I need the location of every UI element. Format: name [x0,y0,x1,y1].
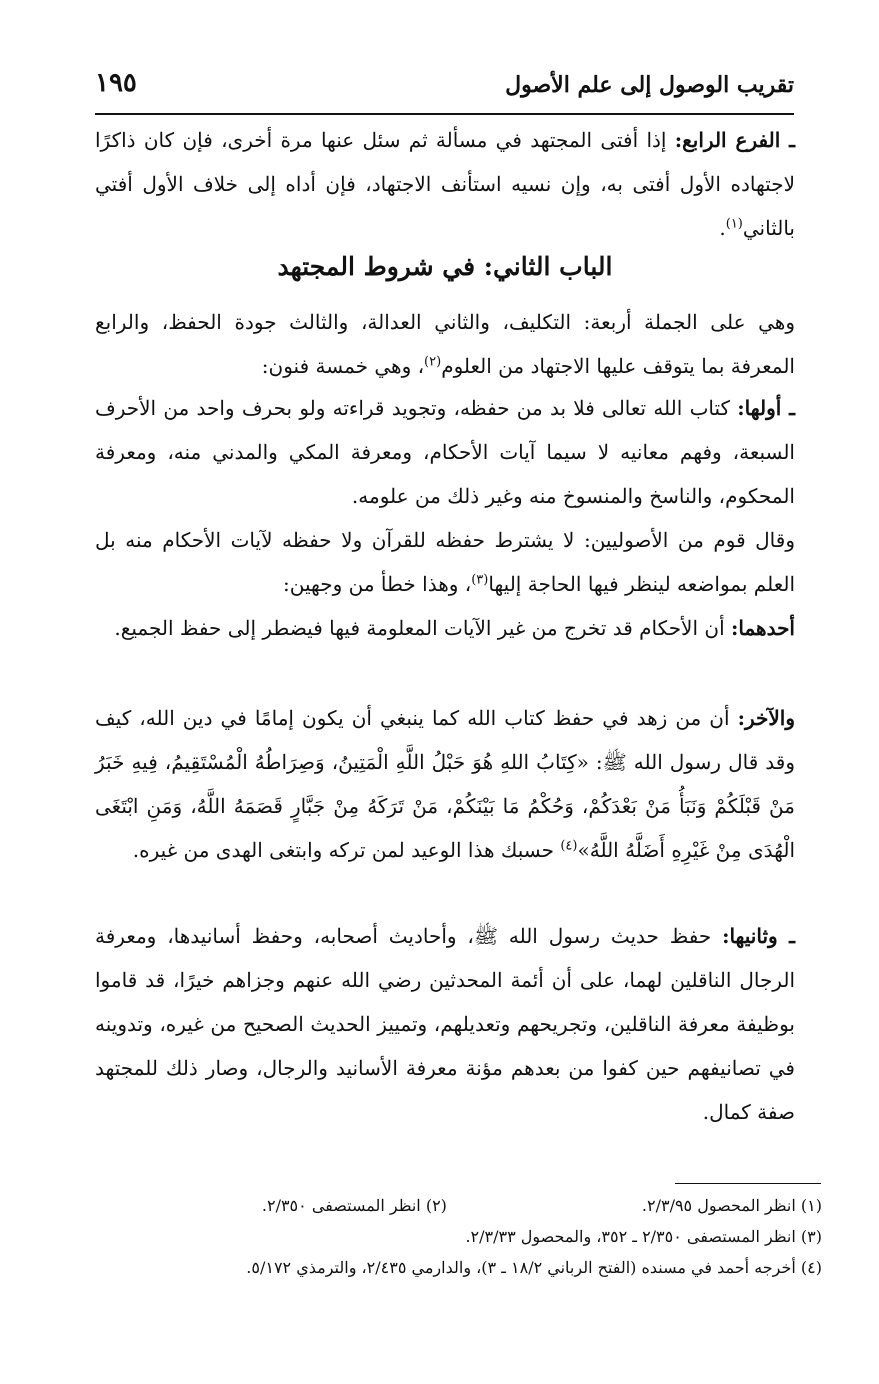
footnote-row [95,1190,822,1221]
footnote-3: (٣) انظر المستصفى ٢/٣٥٠ ـ ٣٥٢، والمحصول ٢/٣/٣٣. [465,1227,822,1246]
running-header-title: تقريب الوصول إلى علم الأصول [505,72,794,98]
footnote-4: (٤) أخرجه أحمد في مسنده (الفتح الرباني ١٨/٢ ـ ٣)، والدارمي ٢/٤٣٥، والترمذي ٥/١٧٢. [246,1258,822,1277]
footnote-marker: (١) [725,216,743,232]
paragraph-label: ـ وثانيها: [722,924,795,948]
page-number: ١٩٥ [95,68,137,98]
paragraph-text: كتاب الله تعالى فلا بد من حفظه، وتجويد قراءته ولو بحرف واحد من الأحرف السبعة، وفهم معانيه لا سيما آيات الأحكام، ومعرفة المكي والمدني منه، ومعرفة المحكوم، والناسخ والمنسوخ منه وغير ذلك من علومه. [95,396,795,508]
footnotes [95,1190,822,1283]
footnote-marker: (٣) [471,572,489,588]
paragraph-end: . [719,216,726,240]
paragraph-label: ـ أولها: [737,396,796,420]
paragraph-fourth-branch [95,118,795,250]
paragraph-conditions-intro [95,300,795,388]
footnote-1: (١) انظر المحصول ٢/٣/٩٥. [641,1196,822,1215]
paragraph-text: أن من زهد في حفظ كتاب الله كما ينبغي أن يكون إمامًا في دين الله، كيف وقد قال رسول الله ﷺ: «كِتَابُ اللهِ هُوَ حَبْلُ اللَّهِ الْمَتِينُ، وَصِرَاطُهُ الْمُسْتَقِيمُ، فِيهِ خَبَرُ مَنْ قَبْلَكُمْ وَنَبَأُ مَنْ بَعْدَكُمْ، وَحُكْمُ مَا بَيْنَكُمْ، مَنْ تَرَكَهُ مِنْ جَبَّارٍ قَصَمَهُ اللَّهُ، وَمَنِ ابْتَغَى الْهُدَى مِنْ غَيْرِهِ أَضَلَّهُ اللَّهُ» [95,706,795,862]
paragraph-label: أحدهما: [730,616,795,640]
paragraph-text: حفظ حديث رسول الله ﷺ، وأحاديث أصحابه، وحفظ أسانيدها، ومعرفة الرجال الناقلين لهما، على أن أئمة المحدثين رضي الله عنهم وجزاهم خيرًا، قد قاموا بوظيفة معرفة الناقلين، وتجريحهم وتعديلهم، وتمييز الحديث الصحيح من غيره، وتدوينه في تصانيفهم حين كفوا من بعدهم مؤنة معرفة الأسانيد والرجال، وصار ذلك للمجتهد صفة كمال. [95,924,795,1124]
paragraph-first-reason [95,606,795,650]
paragraph-label: والآخر: [737,706,795,730]
paragraph-end: ، وهذا خطأ من وجهين: [283,572,472,596]
paragraph-text: إذا أفتى المجتهد في مسألة ثم سئل عنها مرة أخرى، فإن كان ذاكرًا لاجتهاده الأول أفتى به، وإن نسيه استأنف الاجتهاد، فإن أداه إلى خلاف الأول أفتي بالثاني [95,128,795,240]
paragraph-end: حسبك هذا الوعيد لمن تركه وابتغى الهدى من غيره. [132,838,561,862]
header-divider [95,113,794,115]
paragraph-usulis-opinion [95,518,795,606]
paragraph-first-field [95,386,795,518]
footnote-divider [675,1183,821,1184]
paragraph-text: وهي على الجملة أربعة: التكليف، والثاني العدالة، والثالث جودة الحفظ، والرابع المعرفة بما يتوقف عليها الاجتهاد من العلوم [95,310,795,378]
footnote-2: (٢) انظر المستصفى ٢/٣٥٠. [261,1196,447,1215]
paragraph-end: ، وهي خمسة فنون: [261,354,425,378]
paragraph-second-field [95,914,795,1134]
paragraph-label: ـ الفرع الرابع: [674,128,796,152]
paragraph-text: وقال قوم من الأصوليين: لا يشترط حفظه للقرآن ولا حفظه لآيات الأحكام منه بل العلم بمواضعه لينظر فيها الحاجة إليها [95,528,795,596]
chapter-title: الباب الثاني: في شروط المجتهد [277,252,613,281]
running-header [95,66,794,110]
paragraph-second-reason [95,696,795,872]
footnote-marker: (٤) [560,838,578,854]
footnote-marker: (٢) [424,354,442,370]
paragraph-text: أن الأحكام قد تخرج من غير الآيات المعلومة فيها فيضطر إلى حفظ الجميع. [114,616,731,640]
